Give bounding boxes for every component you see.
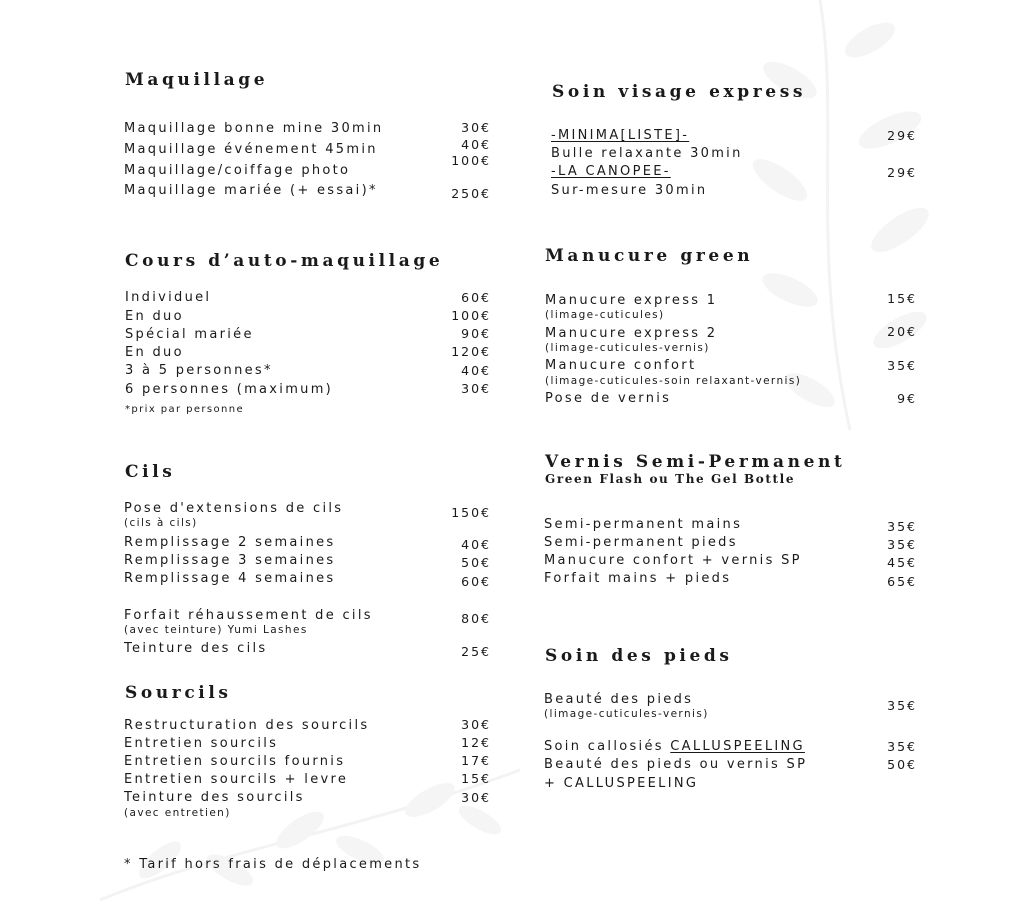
- vernis-item-label: Manucure confort + vernis SP: [544, 553, 802, 568]
- cils-item-price: 60€: [461, 574, 491, 589]
- maquillage-item-price: 250€: [451, 186, 491, 201]
- vernis-item-label: Semi-permanent mains: [544, 517, 743, 532]
- cours-title: Cours d’auto-maquillage: [125, 251, 444, 271]
- pieds-item-price: 50€: [887, 757, 917, 772]
- manucure-item-note: (limage-cuticules-soin relaxant-vernis): [545, 375, 802, 387]
- cours-item-label: Spécial mariée: [125, 327, 254, 342]
- cours-item-label: Individuel: [125, 290, 212, 305]
- cours-item-label: En duo: [125, 309, 184, 324]
- sourcils-item-label: Entretien sourcils: [124, 736, 279, 751]
- soin-visage-item-label: -LA CANOPEE-: [551, 164, 671, 179]
- pieds-item-note: (limage-cuticules-vernis): [544, 708, 709, 720]
- cils-item-label: Forfait réhaussement de cils: [124, 608, 373, 623]
- cils-item-label: Remplissage 4 semaines: [124, 571, 336, 586]
- cils-item-note: (cils à cils): [124, 517, 198, 529]
- maquillage-item-label: Maquillage événement 45min: [124, 142, 378, 157]
- vernis-item-price: 35€: [887, 537, 917, 552]
- cours-item-label: 3 à 5 personnes*: [125, 363, 273, 378]
- cils-title: Cils: [125, 462, 176, 482]
- manucure-item-note: (limage-cuticules): [545, 309, 665, 321]
- cils-item-note: (avec teinture) Yumi Lashes: [124, 624, 308, 636]
- manucure-item-label: Manucure express 1: [545, 293, 718, 308]
- pieds-item-label-prefix: Soin callosiés: [544, 739, 671, 754]
- pieds-item-label: [544, 740, 805, 753]
- manucure-item-price: 9€: [897, 391, 917, 406]
- manucure-item-price: 15€: [887, 291, 917, 306]
- cils-item-label: Remplissage 2 semaines: [124, 535, 336, 550]
- cours-item-price: 100€: [451, 308, 491, 323]
- pieds-item-label-line2: + CALLUSPEELING: [544, 776, 699, 791]
- soin-visage-item-label: -MINIMA[LISTE]-: [551, 128, 690, 143]
- cours-item-price: 60€: [461, 290, 491, 305]
- maquillage-item-price: 30€: [461, 120, 491, 135]
- cours-note: *prix par personne: [125, 404, 245, 415]
- pieds-item-price: 35€: [887, 698, 917, 713]
- maquillage-title: Maquillage: [125, 70, 269, 90]
- sourcils-item-label: Restructuration des sourcils: [124, 718, 370, 733]
- sourcils-title: Sourcils: [125, 683, 232, 703]
- cours-item-price: 90€: [461, 326, 491, 341]
- pieds-title: Soin des pieds: [545, 646, 733, 666]
- vernis-title: Vernis Semi-Permanent: [545, 452, 846, 472]
- maquillage-item-price: 100€: [451, 153, 491, 168]
- cils-item-label: Pose d'extensions de cils: [124, 501, 344, 516]
- callus-peeling-link[interactable]: CALLUSPEELING: [670, 739, 805, 754]
- maquillage-item-label: Maquillage bonne mine 30min: [124, 121, 384, 136]
- manucure-item-label: Manucure confort: [545, 358, 697, 373]
- cours-item-label: En duo: [125, 345, 184, 360]
- soin-visage-title: Soin visage express: [552, 82, 807, 102]
- pieds-item-price: 35€: [887, 739, 917, 754]
- sourcils-item-price: 17€: [461, 753, 491, 768]
- manucure-item-price: 20€: [887, 324, 917, 339]
- vernis-item-price: 65€: [887, 574, 917, 589]
- manucure-item-price: 35€: [887, 358, 917, 373]
- vernis-item-label: Forfait mains + pieds: [544, 571, 732, 586]
- cils-item-label: Teinture des cils: [124, 641, 268, 656]
- maquillage-item-price: 40€: [461, 137, 491, 152]
- footnote: * Tarif hors frais de déplacements: [124, 857, 422, 872]
- cours-item-price: 30€: [461, 381, 491, 396]
- cours-item-price: 120€: [451, 344, 491, 359]
- cils-item-price: 40€: [461, 537, 491, 552]
- maquillage-item-label: Maquillage/coiffage photo: [124, 163, 351, 178]
- manucure-item-label: Pose de vernis: [545, 391, 672, 406]
- vernis-item-label: Semi-permanent pieds: [544, 535, 738, 550]
- sourcils-item-price: 30€: [461, 717, 491, 732]
- vernis-item-price: 45€: [887, 555, 917, 570]
- sourcils-item-label: Entretien sourcils fournis: [124, 754, 346, 769]
- soin-visage-item-price: 29€: [887, 128, 917, 143]
- soin-visage-item-sub: Sur-mesure 30min: [551, 183, 708, 198]
- sourcils-item-label: Teinture des sourcils: [124, 790, 305, 805]
- manucure-item-label: Manucure express 2: [545, 326, 718, 341]
- pieds-item-label: Beauté des pieds ou vernis SP: [544, 757, 808, 772]
- sourcils-item-price: 30€: [461, 790, 491, 805]
- manucure-title: Manucure green: [545, 246, 754, 266]
- manucure-item-note: (limage-cuticules-vernis): [545, 342, 710, 354]
- vernis-subtitle: Green Flash ou The Gel Bottle: [545, 472, 796, 486]
- cils-item-label: Remplissage 3 semaines: [124, 553, 336, 568]
- soin-visage-item-sub: Bulle relaxante 30min: [551, 146, 743, 161]
- maquillage-item-label: Maquillage mariée (+ essai)*: [124, 183, 378, 198]
- cils-item-price: 80€: [461, 611, 491, 626]
- cils-item-price: 50€: [461, 555, 491, 570]
- soin-visage-item-price: 29€: [887, 165, 917, 180]
- sourcils-item-label: Entretien sourcils + levre: [124, 772, 349, 787]
- cours-item-label: 6 personnes (maximum): [125, 382, 334, 397]
- sourcils-item-note: (avec entretien): [124, 807, 231, 819]
- cours-item-price: 40€: [461, 363, 491, 378]
- vernis-item-price: 35€: [887, 519, 917, 534]
- pieds-item-label: Beauté des pieds: [544, 692, 694, 707]
- cils-item-price: 150€: [451, 505, 491, 520]
- cils-item-price: 25€: [461, 644, 491, 659]
- sourcils-item-price: 12€: [461, 735, 491, 750]
- sourcils-item-price: 15€: [461, 771, 491, 786]
